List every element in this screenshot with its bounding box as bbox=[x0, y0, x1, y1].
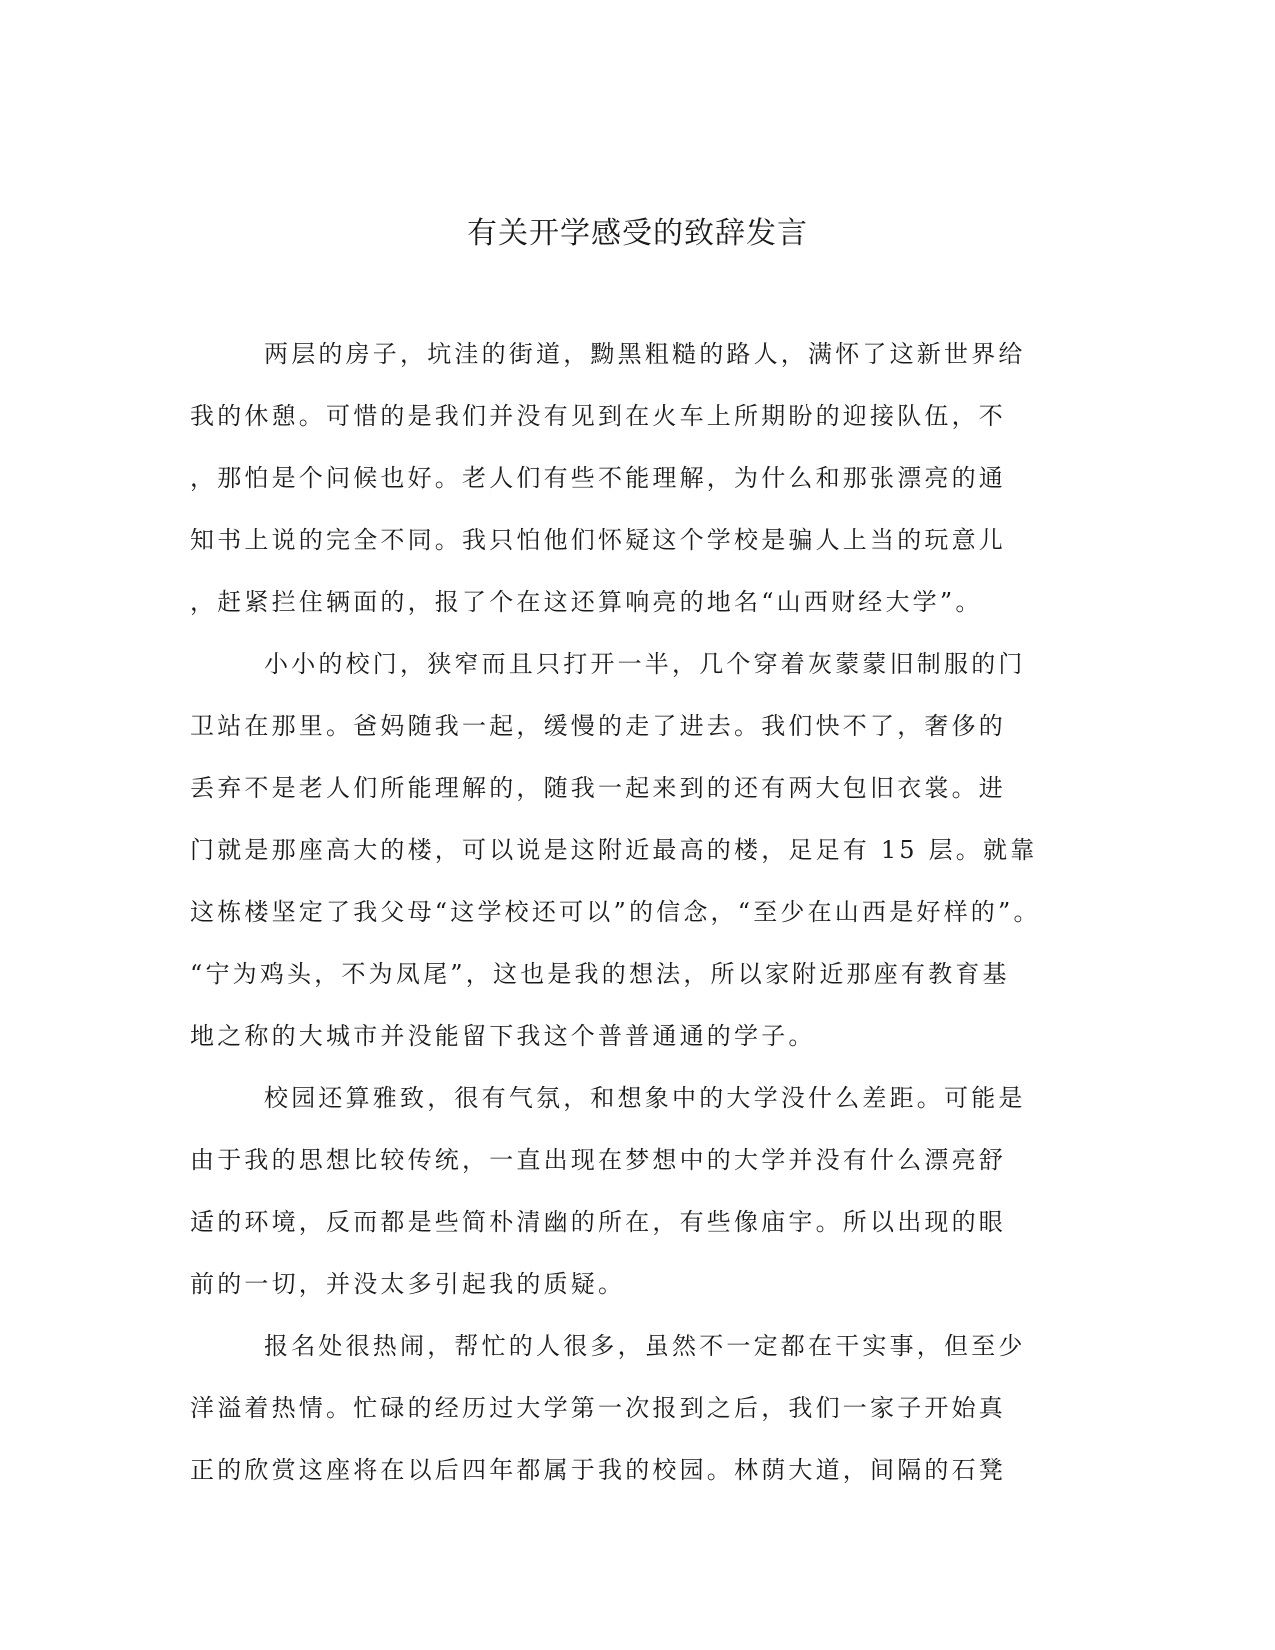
paragraph-line: 卫站在那里。爸妈随我一起，缓慢的走了进去。我们快不了，奢侈的 bbox=[190, 712, 1006, 740]
paragraph-2 bbox=[190, 633, 1075, 1067]
paragraph-line: 正的欣赏这座将在以后四年都属于我的校园。林荫大道，间隔的石凳 bbox=[190, 1456, 1006, 1484]
paragraph-line: 小小的校门，狭窄而且只打开一半，几个穿着灰蒙蒙旧制服的门 bbox=[264, 650, 1026, 678]
document-body bbox=[190, 323, 1075, 1501]
paragraph-line: ，那怕是个问候也好。老人们有些不能理解，为什么和那张漂亮的通 bbox=[190, 464, 1006, 492]
paragraph-1 bbox=[190, 323, 1075, 633]
paragraph-line: 适的环境，反而都是些简朴清幽的所在，有些像庙宇。所以出现的眼 bbox=[190, 1208, 1006, 1236]
paragraph-line: 前的一切，并没太多引起我的质疑。 bbox=[190, 1270, 626, 1298]
paragraph-line: 两层的房子，坑洼的街道，黝黑粗糙的路人，满怀了这新世界给 bbox=[264, 340, 1026, 368]
paragraph-line: ，赶紧拦住辆面的，报了个在这还算响亮的地名“山西财经大学”。 bbox=[190, 588, 983, 616]
document-title: 有关开学感受的致辞发言 bbox=[467, 216, 808, 251]
paragraph-line: 报名处很热闹，帮忙的人很多，虽然不一定都在干实事，但至少 bbox=[264, 1332, 1026, 1360]
paragraph-3 bbox=[190, 1067, 1075, 1315]
paragraph-line: 洋溢着热情。忙碌的经历过大学第一次报到之后，我们一家子开始真 bbox=[190, 1394, 1006, 1422]
paragraph-line: 丢弃不是老人们所能理解的，随我一起来到的还有两大包旧衣裳。进 bbox=[190, 774, 1006, 802]
paragraph-line: 这栋楼坚定了我父母“这学校还可以”的信念，“至少在山西是好样的”。 bbox=[190, 898, 1041, 926]
paragraph-line: 知书上说的完全不同。我只怕他们怀疑这个学校是骗人上当的玩意儿 bbox=[190, 526, 1006, 554]
paragraph-4 bbox=[190, 1315, 1075, 1501]
paragraph-line: 地之称的大城市并没能留下我这个普普通通的学子。 bbox=[190, 1022, 816, 1050]
paragraph-line: 由于我的思想比较传统，一直出现在梦想中的大学并没有什么漂亮舒 bbox=[190, 1146, 1006, 1174]
paragraph-line: 校园还算雅致，很有气氛，和想象中的大学没什么差距。可能是 bbox=[264, 1084, 1026, 1112]
paragraph-line: 门就是那座高大的楼，可以说是这附近最高的楼，足足有 15 层。就靠 bbox=[190, 836, 1038, 864]
paragraph-line: 我的休憩。可惜的是我们并没有见到在火车上所期盼的迎接队伍，不 bbox=[190, 402, 1006, 430]
paragraph-line: “宁为鸡头，不为凤尾”，这也是我的想法，所以家附近那座有教育基 bbox=[190, 960, 1010, 988]
